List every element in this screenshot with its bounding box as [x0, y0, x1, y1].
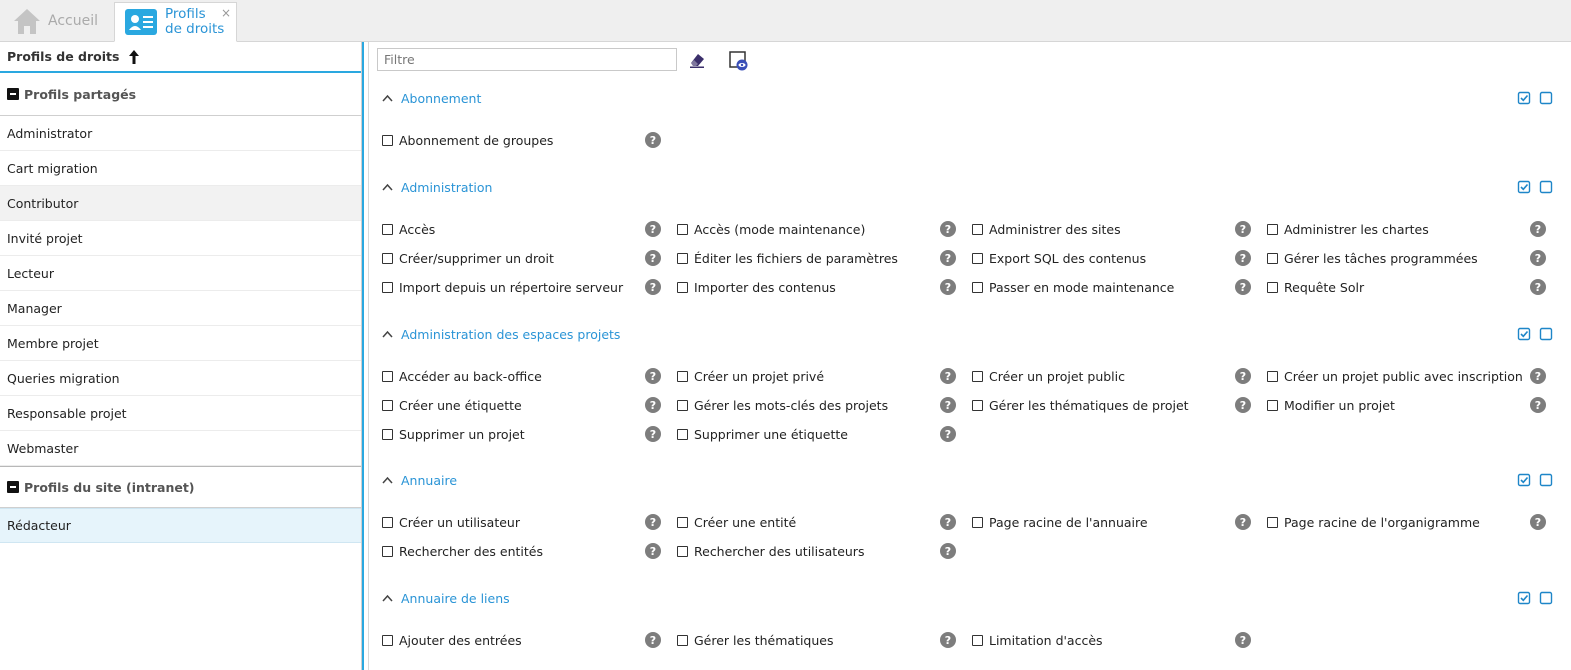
help-icon[interactable]: ? [645, 368, 661, 384]
profile-card-icon [125, 9, 157, 35]
collapse-icon[interactable] [7, 481, 19, 493]
permission-item[interactable] [1267, 248, 1478, 268]
help-icon[interactable]: ? [1530, 397, 1546, 413]
profiles-panel-header[interactable] [0, 42, 361, 73]
permission-label: Page racine de l'organigramme [1284, 514, 1480, 530]
permission-label: Supprimer une étiquette [694, 426, 848, 442]
uncheck-all-icon[interactable] [1539, 327, 1553, 344]
profile-item[interactable] [0, 508, 361, 543]
permission-checkbox[interactable] [972, 371, 983, 382]
group-site-label: Profils du site (intranet) [24, 479, 195, 495]
tab-home-label: Accueil [48, 13, 98, 29]
tab-bar [0, 0, 1571, 42]
section-header[interactable] [382, 588, 510, 608]
view-rights-icon[interactable] [728, 50, 750, 72]
permission-checkbox[interactable] [677, 635, 688, 646]
permission-item[interactable] [972, 366, 1125, 386]
profile-item-label: Lecteur [7, 265, 54, 281]
profiles-panel-title: Profils de droits [7, 49, 120, 64]
profile-item[interactable] [0, 326, 361, 361]
permission-checkbox[interactable] [382, 282, 393, 293]
help-icon[interactable]: ? [1530, 250, 1546, 266]
section-title: Annuaire de liens [401, 590, 510, 606]
permission-item[interactable] [972, 277, 1174, 297]
profile-item[interactable] [0, 256, 361, 291]
permission-item[interactable] [972, 395, 1189, 415]
permission-item[interactable] [677, 219, 865, 239]
permission-checkbox[interactable] [382, 371, 393, 382]
section-header[interactable] [382, 324, 620, 344]
permission-item[interactable] [677, 424, 848, 444]
permission-label: Passer en mode maintenance [989, 279, 1175, 295]
help-icon[interactable]: ? [1235, 514, 1251, 530]
check-all-icon[interactable] [1517, 591, 1531, 608]
permission-item[interactable] [382, 219, 435, 239]
permission-item[interactable] [677, 248, 898, 268]
permission-item[interactable] [677, 366, 824, 386]
home-icon [12, 7, 42, 35]
help-icon[interactable]: ? [1235, 250, 1251, 266]
help-icon[interactable]: ? [1530, 221, 1546, 237]
profile-item-label: Cart migration [7, 160, 98, 176]
help-icon[interactable]: ? [645, 279, 661, 295]
help-icon[interactable]: ? [645, 132, 661, 148]
filter-input[interactable] [377, 48, 677, 71]
profile-item[interactable] [0, 151, 361, 186]
tab-profils-de-droits[interactable] [114, 2, 237, 42]
group-shared-profiles[interactable] [0, 73, 361, 116]
help-icon[interactable]: ? [1530, 368, 1546, 384]
profile-item[interactable] [0, 396, 361, 431]
chevron-up-icon[interactable] [382, 94, 393, 102]
help-icon[interactable]: ? [1530, 279, 1546, 295]
permission-item[interactable] [677, 395, 888, 415]
permission-label: Gérer les thématiques [694, 632, 834, 648]
check-all-icon[interactable] [1517, 327, 1531, 344]
permission-item[interactable] [1267, 395, 1395, 415]
section-header[interactable] [382, 470, 457, 490]
permission-item[interactable] [382, 277, 623, 297]
permission-checkbox[interactable] [677, 224, 688, 235]
permission-checkbox[interactable] [972, 517, 983, 528]
permission-checkbox[interactable] [382, 135, 393, 146]
permission-item[interactable] [972, 219, 1121, 239]
help-icon[interactable]: ? [1235, 221, 1251, 237]
permission-label: Éditer les fichiers de paramètres [694, 250, 898, 266]
permission-checkbox[interactable] [677, 253, 688, 264]
help-icon[interactable]: ? [940, 221, 956, 237]
profile-item-label: Webmaster [7, 440, 79, 456]
chevron-up-icon[interactable] [382, 594, 393, 602]
profile-item-label: Rédacteur [7, 518, 71, 533]
help-icon[interactable]: ? [940, 632, 956, 648]
help-icon[interactable]: ? [1235, 632, 1251, 648]
permission-label: Administrer des sites [989, 221, 1121, 237]
chevron-up-icon[interactable] [382, 330, 393, 338]
profile-item-label: Invité projet [7, 230, 83, 246]
tab-active-label: Profils de droits [165, 6, 225, 37]
uncheck-all-icon[interactable] [1539, 91, 1553, 108]
permission-item[interactable] [972, 512, 1148, 532]
eraser-icon[interactable] [688, 51, 706, 69]
section-header[interactable] [382, 177, 492, 197]
profiles-panel [0, 42, 362, 670]
help-icon[interactable]: ? [940, 426, 956, 442]
collapse-icon[interactable] [7, 88, 19, 100]
help-icon[interactable]: ? [940, 279, 956, 295]
group-site-profiles[interactable] [0, 466, 361, 508]
help-icon[interactable]: ? [940, 250, 956, 266]
permission-label: Accès [399, 221, 436, 237]
profile-item[interactable] [0, 186, 361, 221]
permission-item[interactable] [677, 630, 833, 650]
permission-checkbox[interactable] [1267, 371, 1278, 382]
permission-item[interactable] [382, 130, 553, 150]
uncheck-all-icon[interactable] [1539, 591, 1553, 608]
profile-item-label: Queries migration [7, 370, 120, 386]
profile-item-label: Administrator [7, 125, 93, 141]
profile-item[interactable] [0, 361, 361, 396]
permission-label: Administrer les chartes [1284, 221, 1429, 237]
help-icon[interactable]: ? [645, 250, 661, 266]
profile-item[interactable] [0, 291, 361, 326]
permission-checkbox[interactable] [1267, 224, 1278, 235]
permission-label: Créer une entité [694, 514, 797, 530]
permission-item[interactable] [1267, 366, 1523, 386]
permission-checkbox[interactable] [972, 635, 983, 646]
uncheck-all-icon[interactable] [1539, 473, 1553, 490]
help-icon[interactable]: ? [645, 514, 661, 530]
group-shared-label: Profils partagés [24, 86, 137, 102]
permission-checkbox[interactable] [677, 282, 688, 293]
permission-checkbox[interactable] [382, 635, 393, 646]
permission-label: Supprimer un projet [399, 426, 525, 442]
profile-item[interactable] [0, 116, 361, 151]
check-all-icon[interactable] [1517, 91, 1531, 108]
close-icon[interactable]: × [220, 6, 231, 20]
permission-label: Abonnement de groupes [399, 132, 554, 148]
help-icon[interactable]: ? [1235, 279, 1251, 295]
permission-label: Rechercher des entités [399, 543, 543, 559]
permission-item[interactable] [382, 248, 554, 268]
help-icon[interactable]: ? [1235, 368, 1251, 384]
permission-label: Créer un projet privé [694, 368, 825, 384]
permission-item[interactable] [972, 248, 1146, 268]
permission-checkbox[interactable] [382, 253, 393, 264]
help-icon[interactable]: ? [940, 397, 956, 413]
permission-item[interactable] [382, 366, 542, 386]
section-title: Administration des espaces projets [401, 326, 621, 342]
help-icon[interactable]: ? [1530, 514, 1546, 530]
permission-label: Créer/supprimer un droit [399, 250, 554, 266]
permission-checkbox[interactable] [1267, 282, 1278, 293]
help-icon[interactable]: ? [645, 397, 661, 413]
permission-label: Gérer les mots-clés des projets [694, 397, 889, 413]
help-icon[interactable]: ? [940, 368, 956, 384]
permission-label: Créer un projet public avec inscription [1284, 368, 1523, 384]
shared-profiles-list [0, 116, 361, 466]
permission-item[interactable] [1267, 512, 1480, 532]
permission-item[interactable] [1267, 219, 1429, 239]
help-icon[interactable]: ? [1235, 397, 1251, 413]
help-icon[interactable]: ? [645, 221, 661, 237]
section-title: Annuaire [401, 472, 458, 488]
help-icon[interactable]: ? [645, 426, 661, 442]
permission-label: Gérer les thématiques de projet [989, 397, 1189, 413]
chevron-up-icon[interactable] [382, 476, 393, 484]
uncheck-all-icon[interactable] [1539, 180, 1553, 197]
permission-item[interactable] [677, 541, 864, 561]
permission-checkbox[interactable] [677, 546, 688, 557]
permission-label: Créer une étiquette [399, 397, 522, 413]
permission-checkbox[interactable] [382, 546, 393, 557]
tab-home[interactable] [0, 0, 110, 42]
check-all-icon[interactable] [1517, 473, 1531, 490]
permission-checkbox[interactable] [677, 400, 688, 411]
permission-label: Créer un utilisateur [399, 514, 520, 530]
rights-panel [370, 42, 1571, 670]
permission-item[interactable] [677, 512, 796, 532]
permission-label: Gérer les tâches programmées [1284, 250, 1478, 266]
permission-checkbox[interactable] [382, 517, 393, 528]
permission-item[interactable] [677, 277, 836, 297]
permission-checkbox[interactable] [972, 224, 983, 235]
permission-label: Créer un projet public [989, 368, 1125, 384]
permission-label: Ajouter des entrées [399, 632, 522, 648]
permission-item[interactable] [382, 630, 522, 650]
check-all-icon[interactable] [1517, 180, 1531, 197]
permission-label: Modifier un projet [1284, 397, 1395, 413]
permission-label: Importer des contenus [694, 279, 836, 295]
permission-checkbox[interactable] [972, 400, 983, 411]
permission-label: Requête Solr [1284, 279, 1365, 295]
site-profiles-list [0, 508, 361, 543]
profile-item-label: Responsable projet [7, 405, 127, 421]
section-title: Administration [401, 179, 493, 195]
section-header[interactable] [382, 88, 481, 108]
profile-item[interactable] [0, 431, 361, 466]
chevron-up-icon[interactable] [382, 183, 393, 191]
permission-checkbox[interactable] [677, 371, 688, 382]
profile-item-label: Manager [7, 300, 62, 316]
permission-label: Accéder au back-office [399, 368, 542, 384]
permission-checkbox[interactable] [1267, 253, 1278, 264]
permission-checkbox[interactable] [1267, 517, 1278, 528]
permission-checkbox[interactable] [972, 253, 983, 264]
permission-label: Page racine de l'annuaire [989, 514, 1148, 530]
permission-checkbox[interactable] [677, 429, 688, 440]
profile-item-label: Membre projet [7, 335, 99, 351]
permission-checkbox[interactable] [382, 429, 393, 440]
permission-label: Export SQL des contenus [989, 250, 1147, 266]
permission-label: Rechercher des utilisateurs [694, 543, 865, 559]
panel-splitter[interactable] [362, 42, 369, 670]
permission-checkbox[interactable] [972, 282, 983, 293]
permission-item[interactable] [382, 424, 525, 444]
permission-label: Accès (mode maintenance) [694, 221, 866, 237]
permission-checkbox[interactable] [382, 400, 393, 411]
help-icon[interactable]: ? [645, 632, 661, 648]
profile-item[interactable] [0, 221, 361, 256]
permission-label: Import depuis un répertoire serveur [399, 279, 624, 295]
permission-item[interactable] [972, 630, 1103, 650]
permission-item[interactable] [1267, 277, 1364, 297]
help-icon[interactable]: ? [940, 514, 956, 530]
permission-checkbox[interactable] [382, 224, 393, 235]
profile-item-label: Contributor [7, 195, 79, 211]
permission-item[interactable] [382, 512, 520, 532]
permission-checkbox[interactable] [677, 517, 688, 528]
section-title: Abonnement [401, 90, 482, 106]
permission-label: Limitation d'accès [989, 632, 1103, 648]
permission-item[interactable] [382, 541, 543, 561]
help-icon[interactable]: ? [645, 543, 661, 559]
arrow-up-icon[interactable] [128, 49, 140, 65]
help-icon[interactable]: ? [940, 543, 956, 559]
permission-item[interactable] [382, 395, 522, 415]
permission-checkbox[interactable] [1267, 400, 1278, 411]
